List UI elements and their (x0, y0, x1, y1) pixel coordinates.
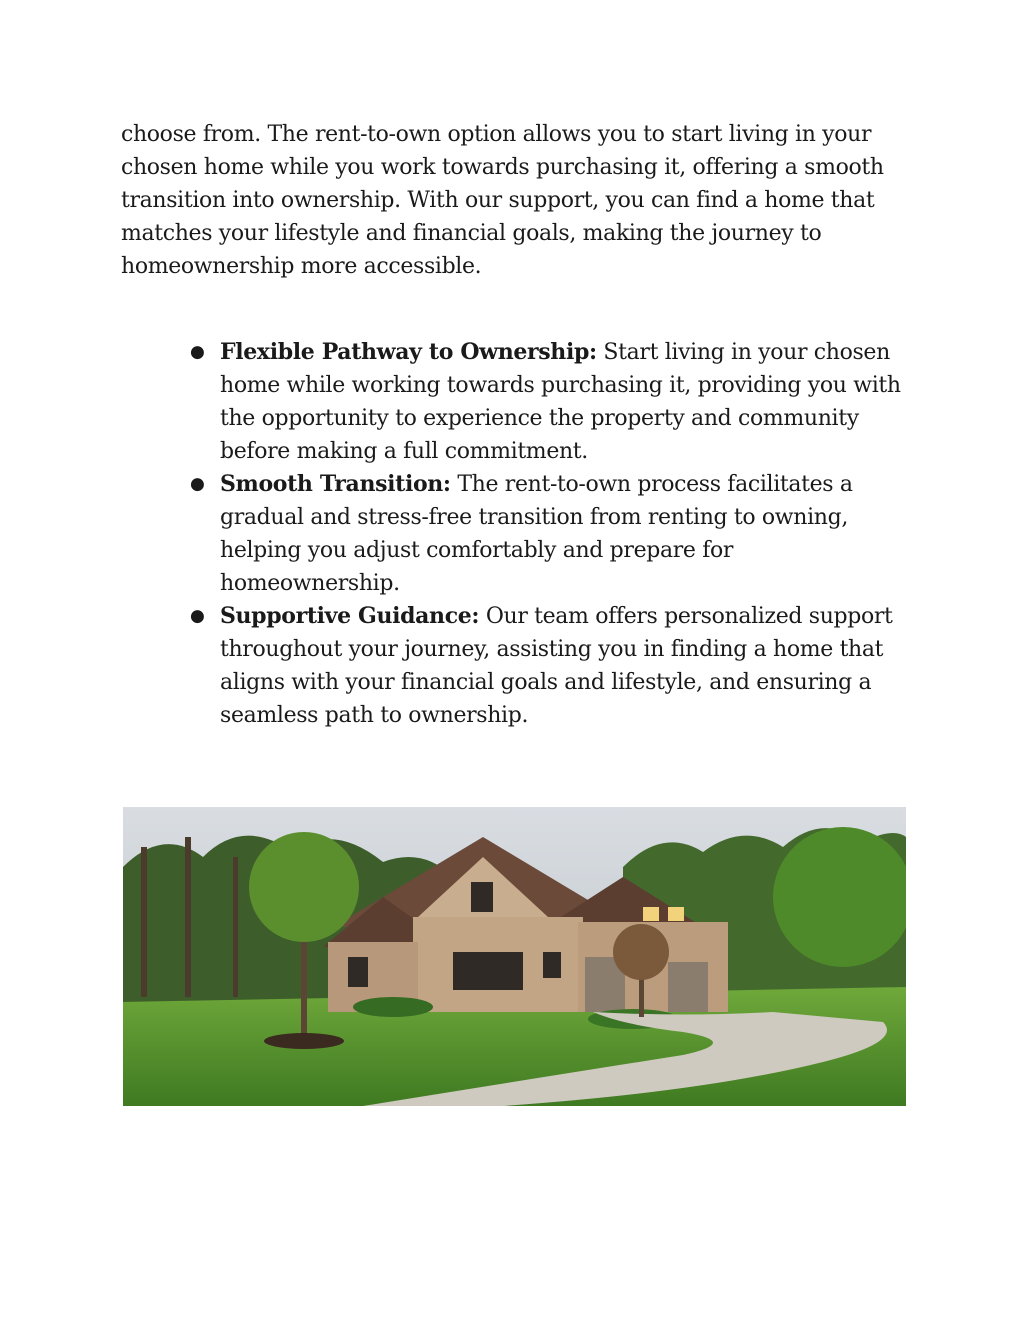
bullet-text: Our team offers personalized support throughout your journey, assisting you in finding a home that aligns with your financial goals and lifestyle, and ensuring a seamless path to ownership. (220, 604, 893, 728)
window (348, 957, 368, 987)
list-item (190, 600, 910, 732)
list-item (190, 336, 910, 468)
feature-list (190, 336, 910, 732)
bullet-text: The rent-to-own process facilitates a gradual and stress-free transition from renting to owning, helping you adjust comfortably and prepare for homeownership. (220, 472, 853, 596)
garage-door (668, 962, 708, 1012)
window (471, 882, 493, 912)
shrub (353, 997, 433, 1017)
list-item (190, 468, 910, 600)
window-lit (643, 907, 659, 921)
intro-paragraph: choose from. The rent-to-own option allows you to start living in your chosen home while you work towards purchasing it, offering a smooth transition into ownership. With our support, you can find a home that matches your lifestyle and financial goals, making the journey to homeownership more accessible. (121, 122, 884, 279)
tree-trunk (141, 847, 147, 997)
tree-trunk (233, 857, 238, 997)
window (453, 952, 523, 990)
tree-canopy (249, 832, 359, 942)
bullet-title: Flexible Pathway to Ownership: (220, 339, 597, 365)
house-photo (123, 807, 906, 1106)
bullet-icon: ● (190, 474, 205, 494)
bullet-icon: ● (190, 342, 205, 362)
window-lit (668, 907, 684, 921)
window (543, 952, 561, 978)
bullet-text: Start living in your chosen home while working towards purchasing it, providing you with the opportunity to experience the property and community before making a full commitment. (220, 340, 901, 464)
bullet-title: Smooth Transition: (220, 471, 451, 497)
mulch-ring (264, 1033, 344, 1049)
bullet-title: Supportive Guidance: (220, 603, 480, 629)
bullet-icon: ● (190, 606, 205, 626)
tree-trunk (185, 837, 191, 997)
tree-canopy (613, 924, 669, 980)
